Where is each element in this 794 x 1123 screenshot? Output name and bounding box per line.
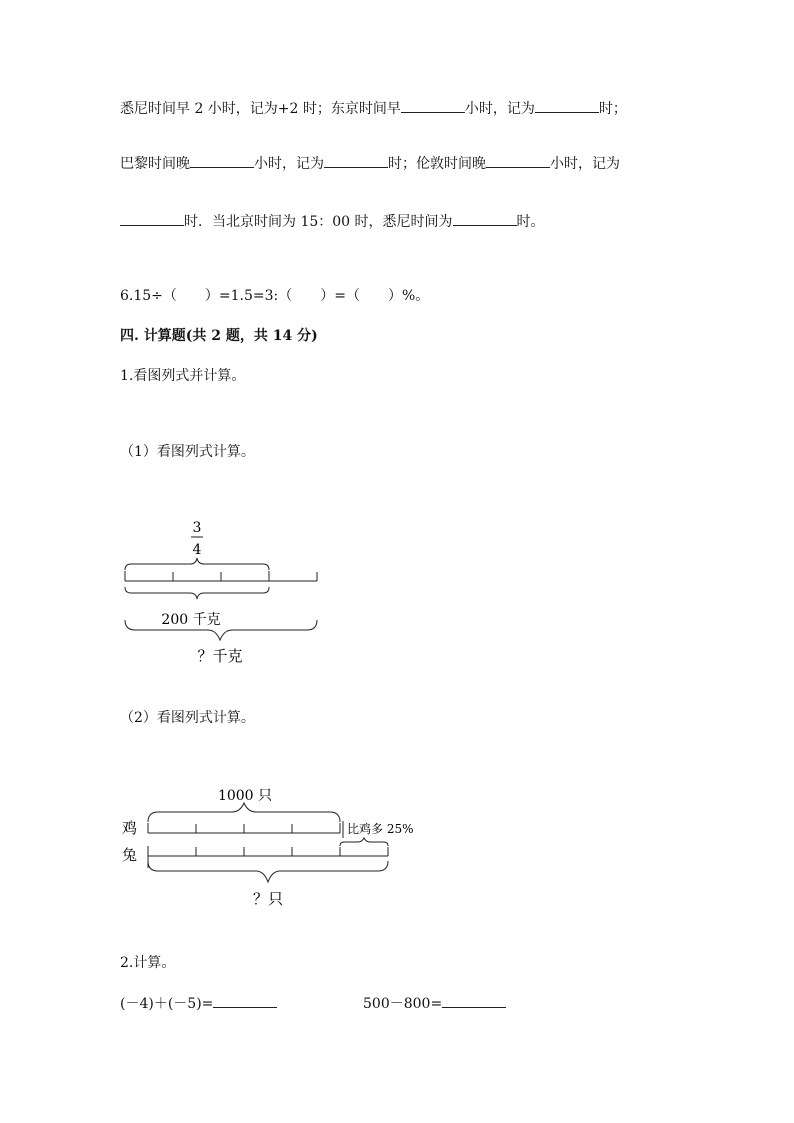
answer-blank[interactable] <box>401 98 465 113</box>
q6-line: 6.15÷（ ）=1.5=3:（ ）=（ ）%。 <box>120 288 430 304</box>
top-brace <box>125 558 269 570</box>
q5-text: 时； <box>598 101 627 117</box>
fraction-denominator: 4 <box>192 542 202 558</box>
extra-brace <box>340 838 388 846</box>
calc-expression-b: 500－800= <box>363 996 443 1012</box>
label-total-only: ？只 <box>252 890 284 908</box>
q5-text: 悉尼时间早 2 小时，记为+2 时；东京时间早 <box>120 101 401 117</box>
q5-text: 时．当北京时间为 15：00 时，悉尼时间为 <box>184 214 453 230</box>
q5-line-3 <box>120 211 545 232</box>
sub-question-2: （2）看图列式计算。 <box>120 710 255 726</box>
answer-blank[interactable] <box>324 153 388 168</box>
item-2-title: 2.计算。 <box>120 955 176 971</box>
q5-text: 小时，记为 <box>464 101 535 117</box>
answer-blank[interactable] <box>190 153 254 168</box>
fraction-numerator: 3 <box>192 520 202 536</box>
top-brace-chicken <box>148 803 340 822</box>
bottom-brace-total <box>125 620 317 640</box>
answer-blank[interactable] <box>120 211 184 226</box>
q5-text: 小时，记为 <box>550 156 620 172</box>
answer-blank[interactable] <box>453 211 517 226</box>
answer-blank[interactable] <box>442 993 506 1008</box>
q5-line-1 <box>120 98 627 119</box>
label-rabbit: 兔 <box>122 846 138 864</box>
q5-text: 巴黎时间晚 <box>120 156 190 172</box>
label-more-25: 比鸡多 25% <box>347 822 414 836</box>
rabbit-total-brace <box>148 861 388 882</box>
calc-expression-a: (－4)＋(－5)= <box>120 996 214 1012</box>
label-chicken: 鸡 <box>122 819 138 837</box>
item-1-title: 1.看图列式并计算。 <box>120 368 246 384</box>
sub-question-1: （1）看图列式计算。 <box>120 444 255 460</box>
answer-blank[interactable] <box>213 993 277 1008</box>
q5-text: 小时，记为 <box>254 156 324 172</box>
q5-text: 时；伦敦时间晚 <box>388 156 486 172</box>
label-total-kg: ？千克 <box>197 647 243 665</box>
q5-line-2 <box>120 153 620 174</box>
answer-blank[interactable] <box>486 153 550 168</box>
q5-text: 时。 <box>516 214 545 230</box>
label-200kg: 200 千克 <box>161 612 221 628</box>
label-1000: 1000 只 <box>217 788 273 804</box>
answer-blank[interactable] <box>535 98 599 113</box>
calc-row <box>120 993 277 1014</box>
calc-row <box>363 993 506 1014</box>
section-heading: 四. 计算题(共 2 题，共 14 分) <box>120 328 318 344</box>
bottom-brace-small <box>125 587 269 599</box>
